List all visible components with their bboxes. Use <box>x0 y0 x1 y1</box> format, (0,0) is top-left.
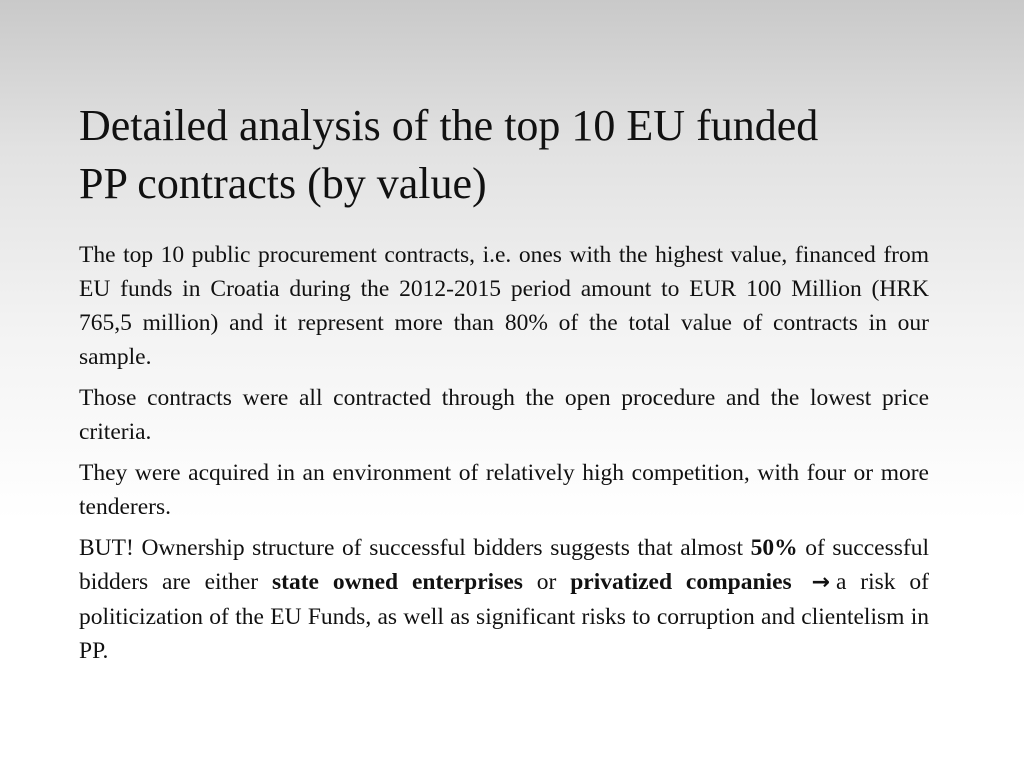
slide-body <box>79 238 929 675</box>
title-line-2: PP contracts (by value) <box>79 159 487 208</box>
title-line-1: Detailed analysis of the top 10 EU funded <box>79 101 819 150</box>
paragraph-top-10-contracts: The top 10 public procurement contracts, i.e. ones with the highest value, financed from EU funds in Croatia during the 2012-2015 period amount to EUR 100 Million (HRK 765,5 million) and it represent more than 80% of the total value of contracts in our sample. <box>79 242 929 370</box>
privatized-companies: privatized companies <box>570 569 792 595</box>
slide-title <box>79 97 959 213</box>
paragraph-ownership-structure <box>79 531 929 668</box>
ownership-text-4: a risk of politicization of the EU Funds, as well as significant risks to corruption and clientelism in PP. <box>79 569 929 664</box>
ownership-percentage: 50% <box>750 535 798 561</box>
ownership-text-3: or <box>522 569 571 595</box>
paragraph-open-procedure: Those contracts were all contracted through the open procedure and the lowest price criteria. <box>79 385 929 445</box>
ownership-text-2: of successful bidders are either <box>79 535 929 595</box>
state-owned-enterprises: state owned enterprises <box>271 569 523 595</box>
paragraph-competition: They were acquired in an environment of relatively high competition, with four or more tenderers. <box>79 460 929 520</box>
right-arrow-icon: → <box>811 570 830 595</box>
ownership-text-1: BUT! Ownership structure of successful bidders suggests that almost <box>79 535 751 561</box>
